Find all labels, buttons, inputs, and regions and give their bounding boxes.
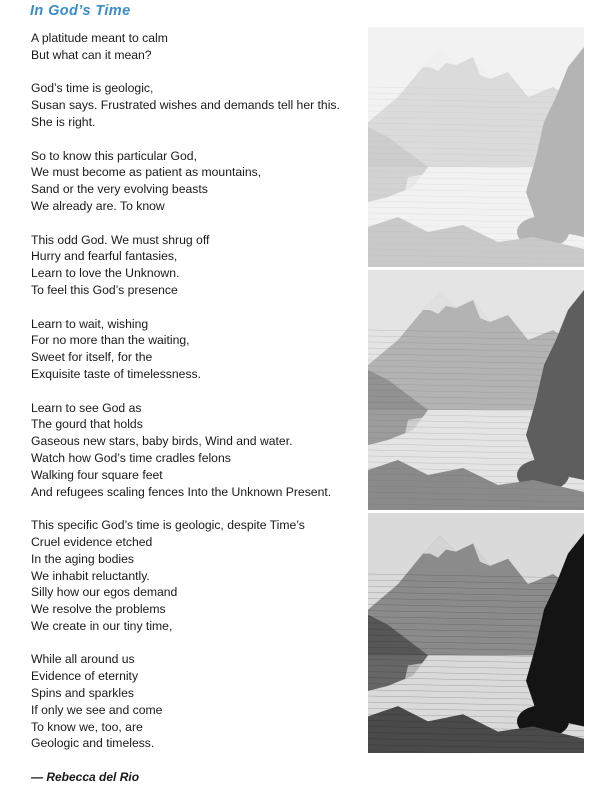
poem-line: We already are. To know	[31, 198, 165, 213]
mountain-engraving-medium	[368, 270, 584, 510]
poem-line: Sweet for itself, for the	[31, 350, 153, 365]
poem-line: Exquisite taste of timelessness.	[31, 366, 202, 381]
poem-line: Watch how God’s time cradles felons	[31, 450, 231, 465]
poem-line: This specific God’s time is geologic, despite Time’s	[31, 518, 305, 533]
poem-line: Gaseous new stars, baby birds, Wind and water.	[31, 434, 293, 449]
poem-line: Learn to see God as	[31, 400, 142, 415]
poem-line: Learn to wait, wishing	[31, 316, 149, 331]
poem-body	[31, 30, 361, 769]
poem-line: But what can it mean?	[31, 47, 152, 62]
mountain-engraving-light	[368, 27, 584, 267]
stanza-3	[31, 148, 361, 215]
stanza-7	[31, 517, 361, 635]
poem-line: While all around us	[31, 652, 135, 667]
poem-line: For no more than the waiting,	[31, 333, 190, 348]
poem-line: Susan says. Frustrated wishes and demands tell her this.	[31, 98, 340, 113]
poem-line: We resolve the problems	[31, 602, 166, 617]
poem-title: In God’s Time	[30, 3, 131, 19]
mountain-panel-dark	[368, 513, 584, 753]
poem-line: In the aging bodies	[31, 551, 134, 566]
mountain-panel-light	[368, 27, 584, 267]
poem-line: The gourd that holds	[31, 417, 143, 432]
poem-line: And refugees scaling fences Into the Unknown Present.	[31, 484, 332, 499]
poem-line: A platitude meant to calm	[31, 31, 168, 45]
poem-line: To feel this God’s presence	[31, 282, 178, 297]
poem-line: Sand or the very evolving beasts	[31, 182, 208, 197]
mountain-illustration	[368, 27, 584, 757]
poem-line: Walking four square feet	[31, 467, 163, 482]
poem-line: Silly how our egos demand	[31, 585, 178, 600]
poem-line: She is right.	[31, 114, 96, 129]
poem-line: Geologic and timeless.	[31, 736, 155, 751]
poem-line: We create in our tiny time,	[31, 618, 173, 633]
poem-line: To know we, too, are	[31, 719, 143, 734]
stanza-2	[31, 80, 361, 130]
stanza-4	[31, 232, 361, 299]
mountain-panel-medium	[368, 270, 584, 510]
poem-line: Hurry and fearful fantasies,	[31, 249, 178, 264]
stanza-8	[31, 651, 361, 752]
stanza-5	[31, 316, 361, 383]
poem-line: Spins and sparkles	[31, 686, 134, 701]
poem-line: We inhabit reluctantly.	[31, 568, 150, 583]
stanza-1	[31, 30, 361, 64]
poem-line: So to know this particular God,	[31, 148, 197, 163]
poem-line: God’s time is geologic,	[31, 81, 154, 96]
poem-line: We must become as patient as mountains,	[31, 165, 262, 180]
author-credit: — Rebecca del Rio	[31, 770, 140, 784]
poem-line: This odd God. We must shrug off	[31, 232, 210, 247]
stanza-6	[31, 400, 361, 501]
poem-line: Cruel evidence etched	[31, 534, 153, 549]
poem-line: Evidence of eternity	[31, 669, 139, 684]
mountain-engraving-dark	[368, 513, 584, 753]
poem-line: If only we see and come	[31, 702, 163, 717]
poem-line: Learn to love the Unknown.	[31, 266, 180, 281]
